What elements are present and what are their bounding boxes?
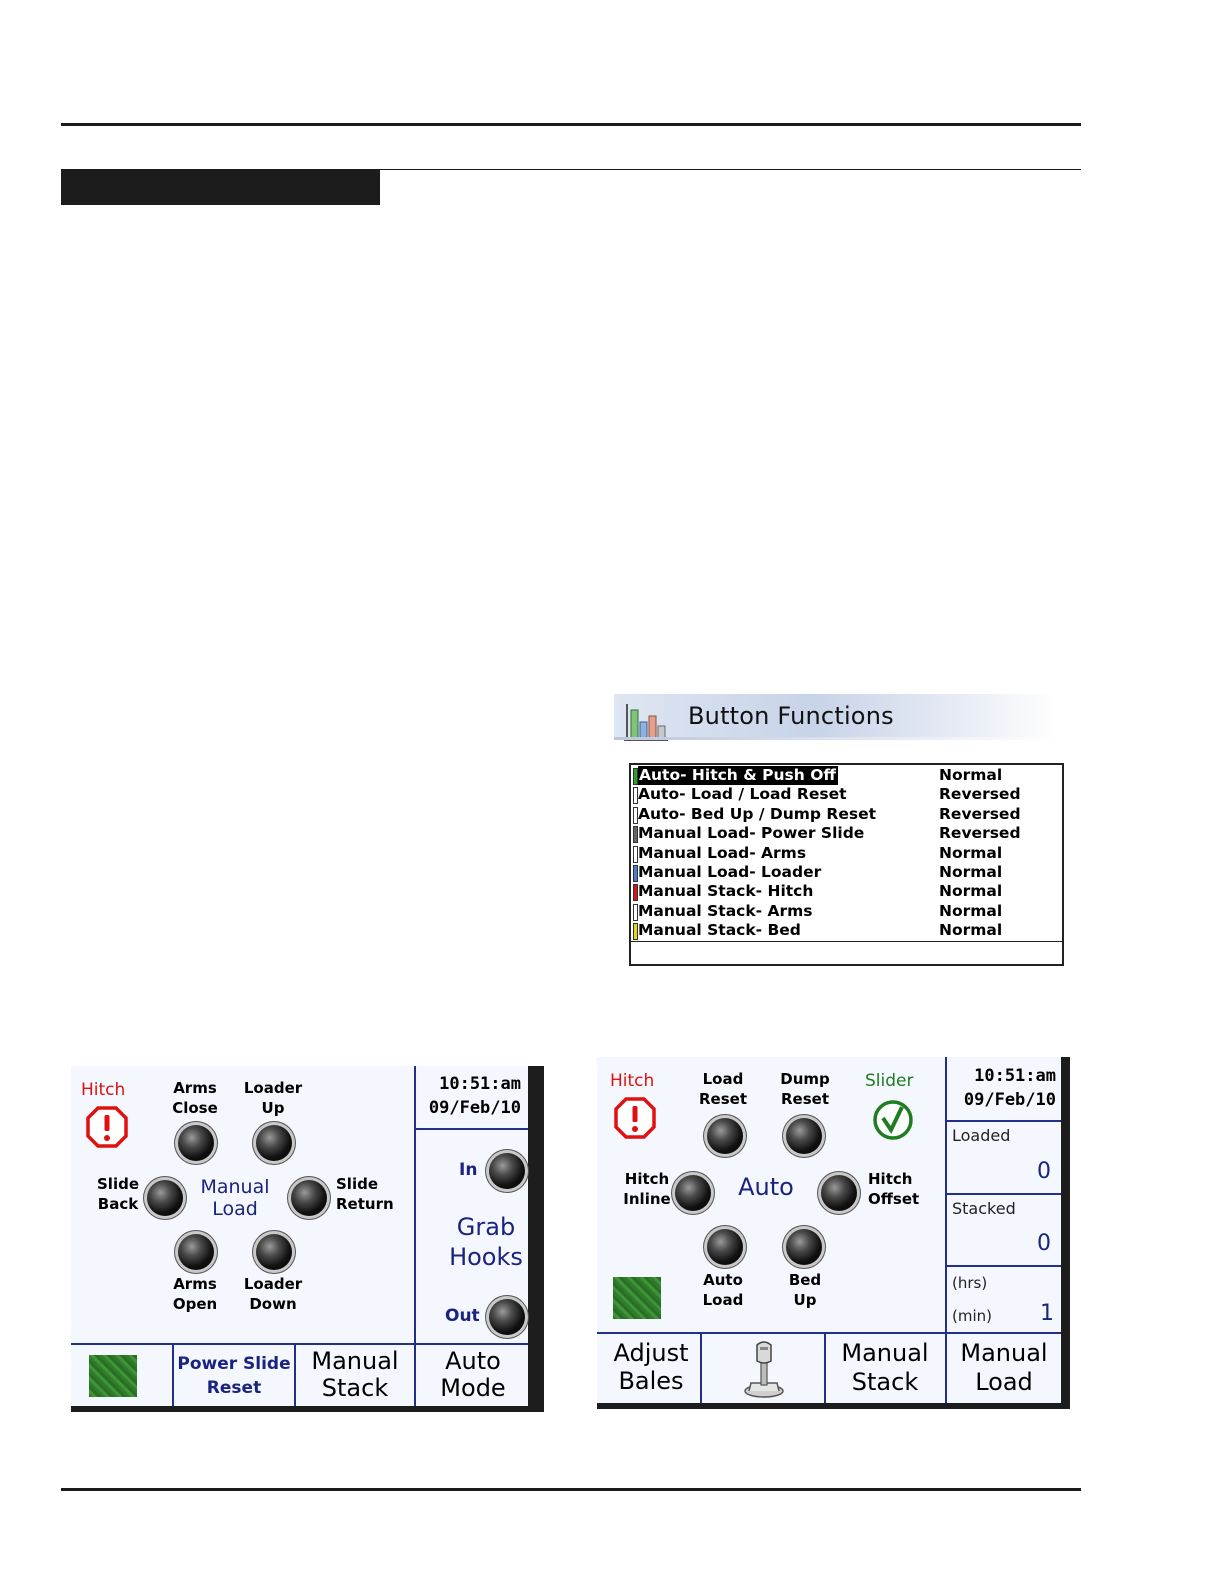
auto-screen <box>597 1057 1070 1409</box>
slide-back-button[interactable] <box>147 1180 183 1216</box>
manual-stack-button[interactable]: Manual Stack <box>841 1339 929 1396</box>
stacked-value: 0 <box>1037 1231 1051 1256</box>
loader-up-button[interactable] <box>256 1125 292 1161</box>
button-function-setting: Normal <box>939 901 1003 920</box>
button-function-name: Manual Load- Power Slide <box>638 824 865 843</box>
power-slide-reset-button[interactable]: Power Slide Reset <box>177 1354 291 1398</box>
slide-back-label: Slide Back <box>97 1175 139 1213</box>
bed-up-button[interactable] <box>786 1229 822 1265</box>
bed-up-label: Bed Up <box>788 1271 822 1309</box>
list-separator <box>631 941 1062 942</box>
loader-down-button[interactable] <box>256 1234 292 1270</box>
header-rule <box>61 123 1081 126</box>
dump-reset-label: Dump Reset <box>780 1070 830 1108</box>
auto-load-button[interactable] <box>707 1229 743 1265</box>
button-function-row[interactable] <box>633 882 1060 901</box>
button-function-row[interactable] <box>633 766 1060 785</box>
slider-label: Slider <box>865 1071 914 1091</box>
auto-load-label: Auto Load <box>702 1271 744 1309</box>
loader-down-label: Loader Down <box>243 1275 303 1313</box>
button-function-setting: Reversed <box>939 804 1021 823</box>
grab-in-label: In <box>459 1160 478 1180</box>
manual-load-button[interactable]: Manual Load <box>960 1339 1048 1396</box>
dump-reset-button[interactable] <box>786 1118 822 1154</box>
warning-icon <box>614 1097 656 1139</box>
bar-chart-icon <box>622 700 670 742</box>
footer-rule <box>61 1488 1081 1491</box>
loaded-value: 0 <box>1037 1159 1051 1184</box>
button-function-setting: Normal <box>939 863 1003 881</box>
clock: 10:51:am 09/Feb/10 <box>963 1066 1056 1110</box>
slide-return-label: Slide Return <box>336 1175 394 1213</box>
grab-hooks-label: Grab Hooks <box>449 1213 523 1271</box>
hitch-offset-button[interactable] <box>821 1175 857 1211</box>
joystick-icon[interactable] <box>741 1339 787 1399</box>
check-icon <box>872 1099 914 1141</box>
button-function-row[interactable] <box>633 785 1060 804</box>
auto-mode-button[interactable]: Auto Mode <box>440 1347 506 1402</box>
button-function-row[interactable] <box>633 902 1060 921</box>
grab-hooks-out-button[interactable] <box>489 1299 525 1335</box>
minutes-value: 1 <box>1040 1301 1054 1326</box>
arms-close-button[interactable] <box>178 1125 214 1161</box>
button-function-name: Manual Load- Arms <box>638 843 807 862</box>
mode-label: Auto <box>738 1173 794 1201</box>
mode-label: Manual Load <box>200 1176 270 1220</box>
button-function-setting: Normal <box>939 843 1003 862</box>
button-function-setting: Reversed <box>939 824 1021 843</box>
minutes-label: (min) <box>952 1307 992 1325</box>
status-indicator <box>89 1355 137 1397</box>
button-function-name: Manual Stack- Bed <box>638 921 801 940</box>
button-functions-header <box>614 694 1056 740</box>
arms-open-label: Arms Open <box>172 1275 218 1313</box>
hitch-label: Hitch <box>81 1080 126 1100</box>
loaded-label: Loaded <box>952 1126 1011 1145</box>
button-function-name: Manual Stack- Hitch <box>638 882 814 901</box>
slide-return-button[interactable] <box>291 1180 327 1216</box>
adjust-bales-button[interactable]: Adjust Bales <box>613 1339 689 1395</box>
button-functions-list[interactable] <box>629 763 1064 966</box>
button-function-name: Manual Stack- Arms <box>638 901 813 920</box>
clock: 10:51:am 09/Feb/10 <box>428 1074 521 1118</box>
button-function-row[interactable] <box>633 805 1060 824</box>
arms-open-button[interactable] <box>178 1234 214 1270</box>
hitch-label: Hitch <box>610 1071 655 1091</box>
button-function-name: Manual Load- Loader <box>638 863 822 881</box>
loader-up-label: Loader Up <box>243 1079 303 1117</box>
load-reset-button[interactable] <box>707 1118 743 1154</box>
grab-out-label: Out <box>445 1306 480 1326</box>
grab-hooks-in-button[interactable] <box>489 1153 525 1189</box>
button-function-name: Auto- Bed Up / Dump Reset <box>638 804 877 823</box>
button-functions-title: Button Functions <box>688 702 894 730</box>
section-tab <box>61 170 380 205</box>
hitch-inline-button[interactable] <box>675 1175 711 1211</box>
button-function-setting: Normal <box>939 882 1003 901</box>
hours-label: (hrs) <box>952 1274 988 1292</box>
button-function-row[interactable] <box>633 921 1060 940</box>
button-function-setting: Normal <box>939 921 1003 940</box>
load-reset-label: Load Reset <box>699 1070 747 1108</box>
button-function-row[interactable] <box>633 824 1060 843</box>
button-function-setting: Normal <box>939 766 1003 784</box>
hitch-inline-label: Hitch Inline <box>623 1170 671 1208</box>
warning-icon <box>86 1106 128 1148</box>
button-function-row[interactable] <box>633 863 1060 882</box>
status-indicator <box>613 1277 661 1319</box>
stacked-label: Stacked <box>952 1199 1016 1218</box>
arms-close-label: Arms Close <box>172 1079 218 1117</box>
button-function-name: Auto- Hitch & Push Off <box>639 766 836 784</box>
button-function-setting: Reversed <box>939 785 1021 804</box>
manual-stack-button[interactable]: Manual Stack <box>311 1347 399 1402</box>
button-function-row[interactable] <box>633 844 1060 863</box>
manual-load-screen <box>71 1066 544 1412</box>
hitch-offset-label: Hitch Offset <box>868 1170 920 1208</box>
button-function-name: Auto- Load / Load Reset <box>638 785 847 804</box>
